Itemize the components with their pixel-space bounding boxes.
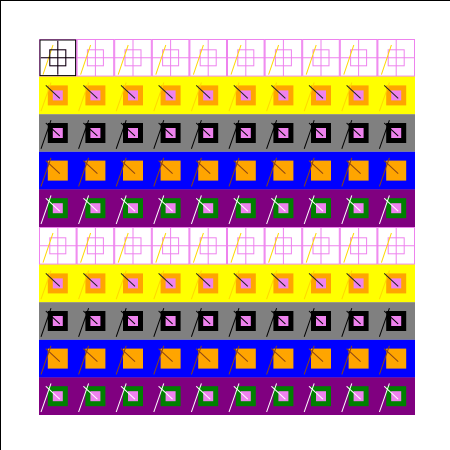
- inner-square: [203, 203, 213, 213]
- inner-square: [241, 278, 251, 288]
- inner-square: [241, 316, 251, 326]
- inner-square: [278, 90, 288, 100]
- inner-square: [391, 203, 401, 213]
- inner-square: [203, 90, 213, 100]
- inner-square: [241, 203, 251, 213]
- inner-square: [391, 278, 401, 288]
- inner-square: [203, 166, 213, 176]
- inner-square: [90, 391, 100, 401]
- inner-square: [53, 90, 63, 100]
- inner-square: [316, 316, 326, 326]
- inner-square: [53, 354, 63, 364]
- inner-square: [128, 203, 138, 213]
- inner-square: [128, 391, 138, 401]
- inner-square: [354, 203, 364, 213]
- inner-square: [316, 354, 326, 364]
- inner-square: [166, 203, 176, 213]
- inner-square: [316, 128, 326, 138]
- inner-square: [241, 166, 251, 176]
- inner-square: [53, 278, 63, 288]
- inner-square: [316, 90, 326, 100]
- inner-square: [53, 316, 63, 326]
- inner-square: [278, 166, 288, 176]
- inner-square: [354, 128, 364, 138]
- inner-square: [278, 354, 288, 364]
- inner-square: [278, 391, 288, 401]
- inner-square: [128, 128, 138, 138]
- inner-square: [316, 278, 326, 288]
- inner-square: [166, 166, 176, 176]
- inner-square: [166, 354, 176, 364]
- inner-square: [128, 90, 138, 100]
- inner-square: [391, 354, 401, 364]
- inner-square: [354, 278, 364, 288]
- inner-square: [90, 128, 100, 138]
- inner-square: [90, 203, 100, 213]
- inner-square: [166, 391, 176, 401]
- inner-square: [391, 166, 401, 176]
- inner-square: [128, 316, 138, 326]
- inner-square: [53, 128, 63, 138]
- inner-square: [166, 316, 176, 326]
- inner-square: [354, 166, 364, 176]
- inner-square: [391, 316, 401, 326]
- inner-square: [90, 166, 100, 176]
- inner-square: [241, 354, 251, 364]
- inner-square: [391, 391, 401, 401]
- inner-square: [53, 391, 63, 401]
- inner-square: [316, 166, 326, 176]
- inner-square: [90, 316, 100, 326]
- inner-square: [128, 278, 138, 288]
- inner-square: [203, 354, 213, 364]
- inner-square: [241, 128, 251, 138]
- inner-square: [354, 316, 364, 326]
- inner-square: [53, 203, 63, 213]
- inner-square: [354, 90, 364, 100]
- inner-square: [391, 128, 401, 138]
- inner-square: [90, 278, 100, 288]
- inner-square: [278, 316, 288, 326]
- inner-square: [278, 203, 288, 213]
- inner-square: [391, 90, 401, 100]
- inner-square: [241, 391, 251, 401]
- inner-square: [203, 316, 213, 326]
- inner-square: [90, 354, 100, 364]
- inner-square: [278, 278, 288, 288]
- inner-square: [90, 90, 100, 100]
- inner-square: [316, 391, 326, 401]
- inner-square: [203, 391, 213, 401]
- inner-square: [166, 90, 176, 100]
- inner-square: [203, 128, 213, 138]
- inner-square: [166, 128, 176, 138]
- inner-square: [166, 278, 176, 288]
- inner-square: [354, 391, 364, 401]
- inner-square: [316, 203, 326, 213]
- inner-square: [241, 90, 251, 100]
- inner-square: [128, 166, 138, 176]
- inner-square: [203, 278, 213, 288]
- inner-square: [128, 354, 138, 364]
- inner-square: [53, 166, 63, 176]
- inner-square: [278, 128, 288, 138]
- inner-square: [354, 354, 364, 364]
